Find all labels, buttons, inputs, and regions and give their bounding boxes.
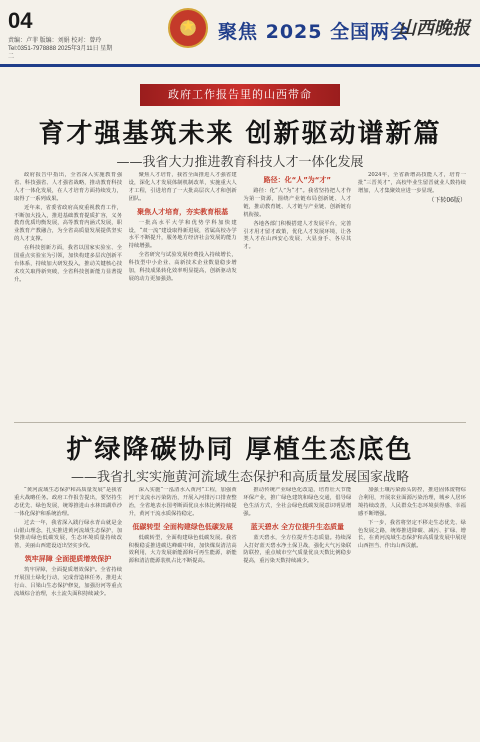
paragraph: 筑牢屏障，全面提质增效保护。全省持续开展国土绿化行动，完成营造林任务，推进太行山、吕梁山生态保护修复，加强汾河等重点流域综合治理，水土流失面积持续减少。 [14,567,122,597]
masthead [0,0,480,72]
paragraph: “黄河流域生态保护和高质量发展”是我省重大战略任务。政府工作报告提出，要坚持生态优先、绿色发展，统筹推进山水林田湖草沙一体化保护和系统治理。 [14,487,122,517]
article1-subheadline: ——我省大力推进教育科技人才一体化发展 [116,155,364,170]
paragraph: 深入实施“一泓清水入黄河”工程，加强黄河干支流水污染防治，开展入河排污口排查整治，全省地表水国考断面优良水体比例持续提升，黄河干流水质保持稳定。 [128,487,237,517]
paragraph: 政府报告中指出，全省深入实施教育强省、科技强省、人才强省战略，推动教育科技人才一体化发展，在人才培育方面持续发力，取得了一系列成果。 [14,172,122,202]
paragraph: 全省研究与试验发展经费投入持续增长，科技型中小企业、高新技术企业数量稳步增加，科技成果转化效率明显提高，创新驱动发展的动力更加强劲。 [128,252,237,282]
paragraph: 各地各部门积极搭建人才发展平台，完善引才用才留才政策，优化人才发展环境，让各类人才在山西安心发展、大显身手、各尽其才。 [243,220,352,251]
article2-column [358,487,466,735]
paragraph: 聚焦人才培育，我省全面推进人才强省建设，深化人才发展体制机制改革，实施重大人才工程，引进培育了一大批高层次人才和创新团队。 [128,172,237,202]
article2-column [14,487,122,735]
page-meta [8,37,118,61]
section-heading: 路径：化“人”为“才” [263,176,332,184]
article2-column [243,487,351,735]
meta-line: 责编：卢菲 版编：刘娟 校对：曾玲 [8,38,102,44]
meta-line: Tel:0351-7978888 2025年3月11日 星期二 [8,46,113,60]
topic-banner: 政府工作报告里的山西带命 [140,84,340,106]
article1-headline: 育才强基筑未来 创新驱动谱新篇 [38,119,442,149]
article1-column [14,172,122,422]
paragraph: 过去一年，我省深入践行绿水青山就是金山银山理念，扎实推进黄河流域生态保护，加快推动绿色低碳发展，生态环境质量持续改善，美丽山西建设迈出坚实步伐。 [14,519,122,550]
paragraph: 2024年，全省新增高技能人才，培育一批“三晋英才”，高校毕业生留晋就业人数持续增加，人才集聚效应进一步显现。 [357,172,466,194]
paragraph: 近年来，省委省政府高度重视教育工作，不断加大投入，推进基础教育提质扩容，义务教育优质均衡发展，高等教育内涵式发展，职业教育产教融合，为全省高质量发展提供坚实的人才支撑。 [14,204,122,243]
paragraph: 推动传统产业绿色化改造，培育壮大节能环保产业，推广绿色建筑和绿色交通，倡导绿色生活方式，全社会绿色低碳发展意识明显增强。 [243,487,352,517]
paragraph: 一批高水平大学和优势学科加快建设，“双一流”建设取得新进展，省属高校办学水平不断提升，服务地方经济社会发展的能力持续增强。 [128,219,237,250]
article2-subheadline: ——我省扎实实施黄河流域生态保护和高质量发展国家战略 [70,470,409,485]
emblem-star-icon: ★ [181,16,196,35]
paragraph: 路径：化“人”为“才”。我省坚持把人才作为第一资源，围绕产业链布局创新链、人才链，推动教育链、人才链与产业链、创新链有机衔接。 [243,188,352,218]
paragraph: 加强土壤污染源头防控，推进固体废物综合利用，开展农业面源污染治理，城乡人居环境持续改善，人民群众生态环境获得感、幸福感不断增强。 [357,487,466,517]
article1-column [243,172,351,422]
paragraph: 低碳转型，全面构建绿色低碳发展。我省积极稳妥推进碳达峰碳中和，加快煤炭清洁高效利用，大力发展新能源和可再生能源，新能源和清洁能源装机占比不断提高。 [128,534,237,565]
paper-logo: 山西晚报 [398,18,470,39]
article-divider [14,422,466,423]
section-title: 聚焦 2025 全国两会 [218,21,411,43]
section-heading: 蓝天碧水 全方位提升生态质量 [250,522,345,531]
article1-column [358,172,466,422]
section-heading: 聚焦人才培育，夯实教育根基 [137,207,229,216]
article2-body [14,487,466,735]
paragraph: 蓝天碧水，全方位提升生态质量。持续深入打好蓝天碧水净土保卫战，强化大气污染联防联控，重点城市空气质量优良天数比例稳步提高，重污染天数持续减少。 [243,534,352,565]
article1-body [14,172,466,422]
article1-column [129,172,237,422]
header-rule [0,64,480,67]
paragraph: 下一步，我省将坚定不移走生态优先、绿色发展之路，统筹推进降碳、减污、扩绿、增长，在黄河流域生态保护和高质量发展中展现山西担当、作出山西贡献。 [357,519,466,550]
paragraph: 在科技创新方面，我省以国家实验室、全国重点实验室为引领，加快构建多层次创新平台体系，持续加大研发投入，推动关键核心技术攻关取得新突破，全省科技创新能力显著提升。 [14,245,122,283]
page-number: 04 [8,8,33,33]
section-heading: 低碳转型 全面构建绿色低碳发展 [132,522,233,531]
continued-note: （下转06版） [428,196,466,204]
article2-headline: 扩绿降碳协同 厚植生态底色 [66,435,414,465]
section-heading: 筑牢屏障 全面提质增效保护 [24,555,112,564]
article2-column [129,487,237,735]
